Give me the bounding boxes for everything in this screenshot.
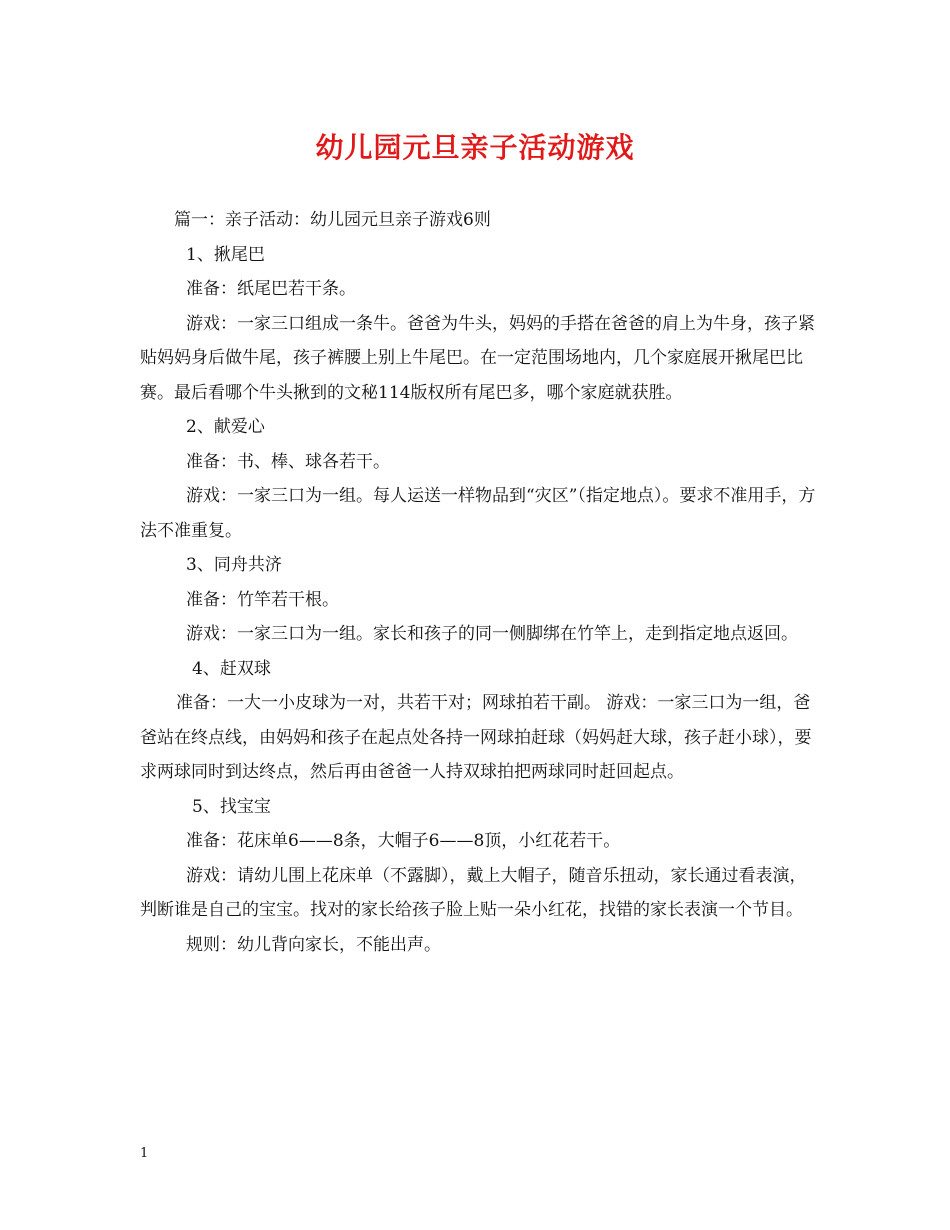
game-heading-2: 2、献爱心 <box>186 417 265 437</box>
game-5-regulation: 规则：幼儿背向家长，不能出声。 <box>186 934 441 955</box>
game-2-preparation: 准备：书、棒、球各若干。 <box>186 451 390 472</box>
game-5-rules: 游戏：请幼儿围上花床单（不露脚），戴上大帽子，随音乐扭动，家长通过看表演，判断谁是自己的宝宝。找对的家长给孩子脸上贴一朵小红花，找错的家长表演一个节目。 <box>140 865 807 920</box>
game-3-preparation: 准备：竹竿若干根。 <box>186 589 339 610</box>
section-heading: 篇一：亲子活动：幼儿园元旦亲子游戏6则 <box>174 210 491 230</box>
document-title: 幼儿园元旦亲子活动游戏 <box>315 131 635 164</box>
game-3-rules: 游戏：一家三口为一组。家长和孩子的同一侧脚绑在竹竿上，走到指定地点返回。 <box>186 624 798 644</box>
game-heading-5: 5、找宝宝 <box>192 796 271 817</box>
page-number: 1 <box>140 1146 149 1161</box>
document-body <box>140 203 820 962</box>
game-1-preparation: 准备：纸尾巴若干条。 <box>186 279 356 299</box>
game-heading-4: 4、赶双球 <box>192 658 271 679</box>
game-2-rules: 游戏：一家三口为一组。每人运送一样物品到“灾区”（指定地点）。要求不准用手，方法不准重复。 <box>140 486 816 541</box>
game-5-preparation: 准备：花床单6——8条，大帽子6——8顶，小红花若干。 <box>186 831 621 851</box>
game-heading-3: 3、同舟共济 <box>186 555 282 575</box>
game-4-preparation-rules: 准备：一大一小皮球为一对，共若干对；网球拍若干副。 游戏：一家三口为一组，爸爸站在终点线，由妈妈和孩子在起点处各持一网球拍赶球（妈妈赶大球，孩子赶小球），要求两球同时到达终点，然后再由爸爸一人持双球拍把两球同时赶回起点。 <box>140 693 812 782</box>
game-heading-1: 1、揪尾巴 <box>186 244 265 265</box>
game-1-rules: 游戏：一家三口组成一条牛。爸爸为牛头，妈妈的手搭在爸爸的肩上为牛身，孩子紧贴妈妈身后做牛尾，孩子裤腰上别上牛尾巴。在一定范围场地内，几个家庭展开揪尾巴比赛。最后看哪个牛头揪到的文秘114版权所有尾巴多，哪个家庭就获胜。 <box>140 313 815 403</box>
